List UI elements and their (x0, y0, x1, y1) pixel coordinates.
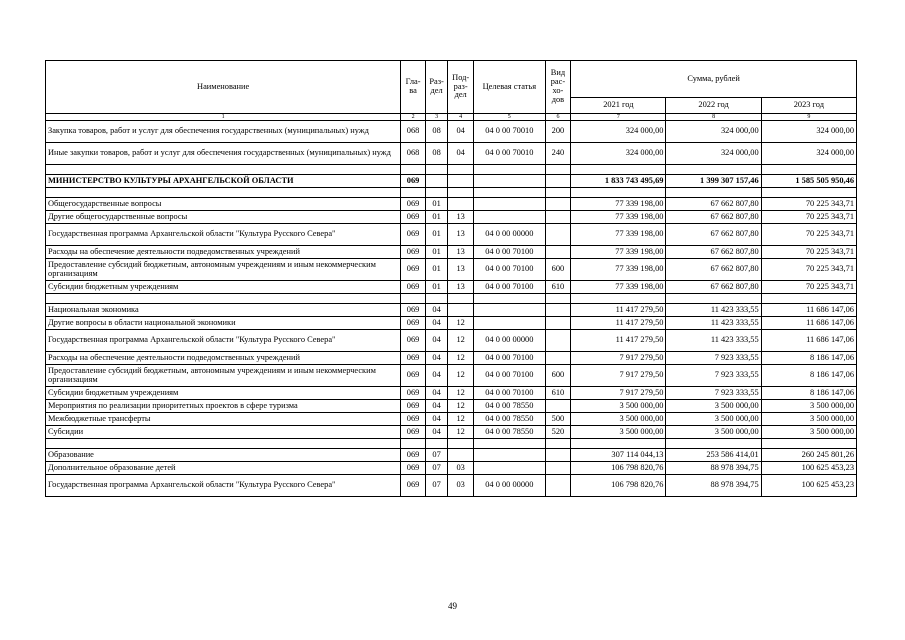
row-sum-2021: 11 417 279,50 (571, 330, 666, 352)
row-sum-2023: 3 500 000,00 (761, 413, 856, 426)
table-row (46, 387, 857, 400)
empty-cell (46, 165, 401, 175)
row-sum-2021: 7 917 279,50 (571, 365, 666, 387)
row-sum-2022: 67 662 807,80 (666, 246, 761, 259)
row-sum-2021: 3 500 000,00 (571, 413, 666, 426)
column-number: 4 (448, 114, 474, 121)
row-razdel: 01 (425, 224, 448, 246)
row-vid (545, 317, 571, 330)
row-article (473, 211, 545, 224)
row-podrazdel: 12 (448, 426, 474, 439)
column-number: 5 (473, 114, 545, 121)
row-article (473, 462, 545, 475)
empty-cell (448, 188, 474, 198)
row-vid: 520 (545, 426, 571, 439)
row-sum-2023: 8 186 147,06 (761, 387, 856, 400)
row-name: Государственная программа Архангельской области "Культура Русского Севера" (46, 330, 401, 352)
row-article: 04 0 00 70100 (473, 246, 545, 259)
row-sum-2022: 88 978 394,75 (666, 462, 761, 475)
row-sum-2023: 324 000,00 (761, 143, 856, 165)
row-sum-2023: 324 000,00 (761, 121, 856, 143)
budget-table (45, 60, 857, 497)
empty-cell (401, 439, 426, 449)
row-name: Другие общегосударственные вопросы (46, 211, 401, 224)
row-razdel: 04 (425, 387, 448, 400)
row-name: Мероприятия по реализации приоритетных проектов в сфере туризма (46, 400, 401, 413)
row-vid: 610 (545, 281, 571, 294)
row-podrazdel: 03 (448, 462, 474, 475)
column-number: 6 (545, 114, 571, 121)
row-podrazdel (448, 304, 474, 317)
row-sum-2022: 11 423 333,55 (666, 304, 761, 317)
row-vid (545, 211, 571, 224)
row-podrazdel: 13 (448, 259, 474, 281)
row-sum-2021: 7 917 279,50 (571, 387, 666, 400)
empty-cell (761, 165, 856, 175)
row-podrazdel (448, 198, 474, 211)
row-name: Образование (46, 449, 401, 462)
row-sum-2022: 324 000,00 (666, 143, 761, 165)
row-razdel: 04 (425, 426, 448, 439)
table-row (46, 143, 857, 165)
row-glava: 069 (401, 198, 426, 211)
row-razdel: 04 (425, 413, 448, 426)
empty-cell (571, 439, 666, 449)
row-name: Предоставление субсидий бюджетным, автономным учреждениям и иным некоммерческим организациям (46, 259, 401, 281)
empty-cell (401, 294, 426, 304)
row-sum-2022: 7 923 333,55 (666, 352, 761, 365)
row-razdel: 07 (425, 462, 448, 475)
row-name: Национальная экономика (46, 304, 401, 317)
empty-cell (571, 294, 666, 304)
row-name: Субсидии бюджетным учреждениям (46, 281, 401, 294)
table-row (46, 211, 857, 224)
row-name: МИНИСТЕРСТВО КУЛЬТУРЫ АРХАНГЕЛЬСКОЙ ОБЛАСТИ (46, 175, 401, 188)
row-article: 04 0 00 00000 (473, 330, 545, 352)
row-razdel: 07 (425, 475, 448, 497)
row-vid: 200 (545, 121, 571, 143)
row-razdel: 04 (425, 317, 448, 330)
row-razdel: 01 (425, 211, 448, 224)
row-sum-2021: 11 417 279,50 (571, 317, 666, 330)
row-sum-2022: 7 923 333,55 (666, 365, 761, 387)
row-sum-2022: 88 978 394,75 (666, 475, 761, 497)
row-razdel: 04 (425, 304, 448, 317)
ministry-row (46, 175, 857, 188)
header-article: Целевая статья (473, 61, 545, 114)
row-sum-2021: 77 339 198,00 (571, 259, 666, 281)
empty-cell (545, 165, 571, 175)
table-row (46, 449, 857, 462)
table-row (46, 121, 857, 143)
row-glava: 069 (401, 462, 426, 475)
row-name: Закупка товаров, работ и услуг для обеспечения государственных (муниципальных) нужд (46, 121, 401, 143)
row-name: Субсидии (46, 426, 401, 439)
row-podrazdel (448, 449, 474, 462)
row-sum-2021: 1 833 743 495,69 (571, 175, 666, 188)
row-sum-2022: 3 500 000,00 (666, 426, 761, 439)
row-sum-2022: 67 662 807,80 (666, 259, 761, 281)
empty-cell (448, 439, 474, 449)
row-sum-2022: 3 500 000,00 (666, 400, 761, 413)
row-sum-2023: 70 225 343,71 (761, 211, 856, 224)
row-vid (545, 475, 571, 497)
row-glava: 069 (401, 224, 426, 246)
row-sum-2021: 11 417 279,50 (571, 304, 666, 317)
row-sum-2022: 67 662 807,80 (666, 281, 761, 294)
row-article: 04 0 00 70100 (473, 352, 545, 365)
row-sum-2021: 324 000,00 (571, 143, 666, 165)
table-row (46, 426, 857, 439)
table-row (46, 413, 857, 426)
empty-cell (666, 188, 761, 198)
row-razdel: 08 (425, 121, 448, 143)
blank-row (46, 294, 857, 304)
row-sum-2021: 3 500 000,00 (571, 426, 666, 439)
row-article: 04 0 00 00000 (473, 475, 545, 497)
row-article: 04 0 00 70100 (473, 365, 545, 387)
row-article: 04 0 00 70100 (473, 259, 545, 281)
row-article (473, 198, 545, 211)
header-podrazdel: Под-раз-дел (448, 61, 474, 114)
table-row (46, 330, 857, 352)
header-vid: Вид рас-хо-дов (545, 61, 571, 114)
column-number: 1 (46, 114, 401, 121)
row-article: 04 0 00 70010 (473, 121, 545, 143)
row-sum-2021: 3 500 000,00 (571, 400, 666, 413)
table-row (46, 246, 857, 259)
table-row (46, 198, 857, 211)
empty-cell (571, 165, 666, 175)
table-row (46, 462, 857, 475)
row-article: 04 0 00 78550 (473, 400, 545, 413)
row-glava: 069 (401, 475, 426, 497)
blank-row (46, 165, 857, 175)
header-year-2023: 2023 год (761, 98, 856, 114)
row-vid (545, 462, 571, 475)
row-name: Государственная программа Архангельской области "Культура Русского Севера" (46, 475, 401, 497)
row-podrazdel: 13 (448, 224, 474, 246)
table-row (46, 475, 857, 497)
row-glava: 069 (401, 175, 426, 188)
row-sum-2023: 11 686 147,06 (761, 304, 856, 317)
row-razdel: 08 (425, 143, 448, 165)
column-number: 2 (401, 114, 426, 121)
row-sum-2022: 67 662 807,80 (666, 211, 761, 224)
row-podrazdel: 12 (448, 352, 474, 365)
row-podrazdel: 04 (448, 143, 474, 165)
row-sum-2022: 3 500 000,00 (666, 413, 761, 426)
row-sum-2021: 77 339 198,00 (571, 198, 666, 211)
row-name: Предоставление субсидий бюджетным, автономным учреждениям и иным некоммерческим организациям (46, 365, 401, 387)
header-razdel: Раз-дел (425, 61, 448, 114)
row-sum-2021: 77 339 198,00 (571, 211, 666, 224)
row-sum-2021: 106 798 820,76 (571, 462, 666, 475)
header-name: Наименование (46, 61, 401, 114)
row-vid (545, 304, 571, 317)
row-name: Общегосударственные вопросы (46, 198, 401, 211)
empty-cell (666, 165, 761, 175)
row-podrazdel: 03 (448, 475, 474, 497)
row-sum-2022: 253 586 414,01 (666, 449, 761, 462)
row-sum-2023: 100 625 453,23 (761, 475, 856, 497)
row-razdel (425, 175, 448, 188)
row-sum-2023: 3 500 000,00 (761, 400, 856, 413)
empty-cell (448, 294, 474, 304)
header-year-2022: 2022 год (666, 98, 761, 114)
row-article: 04 0 00 70100 (473, 281, 545, 294)
row-podrazdel: 13 (448, 211, 474, 224)
row-article (473, 449, 545, 462)
row-vid (545, 175, 571, 188)
row-sum-2021: 7 917 279,50 (571, 352, 666, 365)
empty-cell (46, 188, 401, 198)
blank-row (46, 439, 857, 449)
row-sum-2023: 70 225 343,71 (761, 281, 856, 294)
table-row (46, 304, 857, 317)
table-row (46, 400, 857, 413)
empty-cell (666, 294, 761, 304)
row-sum-2023: 260 245 801,26 (761, 449, 856, 462)
row-podrazdel: 12 (448, 413, 474, 426)
row-razdel: 01 (425, 198, 448, 211)
empty-cell (545, 188, 571, 198)
row-glava: 069 (401, 365, 426, 387)
row-sum-2023: 11 686 147,06 (761, 330, 856, 352)
row-glava: 069 (401, 352, 426, 365)
row-vid: 240 (545, 143, 571, 165)
header-year-2021: 2021 год (571, 98, 666, 114)
row-glava: 069 (401, 413, 426, 426)
table-body (46, 121, 857, 497)
row-podrazdel (448, 175, 474, 188)
empty-cell (473, 439, 545, 449)
empty-cell (666, 439, 761, 449)
row-sum-2022: 7 923 333,55 (666, 387, 761, 400)
row-name: Межбюджетные трансферты (46, 413, 401, 426)
row-article: 04 0 00 00000 (473, 224, 545, 246)
empty-cell (473, 188, 545, 198)
row-article: 04 0 00 78550 (473, 413, 545, 426)
row-name: Другие вопросы в области национальной экономики (46, 317, 401, 330)
empty-cell (46, 294, 401, 304)
empty-cell (425, 165, 448, 175)
column-number: 9 (761, 114, 856, 121)
empty-cell (761, 294, 856, 304)
row-sum-2022: 1 399 307 157,46 (666, 175, 761, 188)
row-sum-2023: 100 625 453,23 (761, 462, 856, 475)
empty-cell (473, 165, 545, 175)
row-vid (545, 246, 571, 259)
row-sum-2021: 77 339 198,00 (571, 224, 666, 246)
table-row (46, 365, 857, 387)
row-glava: 069 (401, 317, 426, 330)
empty-cell (545, 439, 571, 449)
row-glava: 069 (401, 304, 426, 317)
row-sum-2022: 11 423 333,55 (666, 317, 761, 330)
row-podrazdel: 12 (448, 387, 474, 400)
empty-cell (401, 165, 426, 175)
row-vid: 610 (545, 387, 571, 400)
row-sum-2021: 307 114 044,13 (571, 449, 666, 462)
row-sum-2023: 1 585 505 950,46 (761, 175, 856, 188)
page-number: 49 (448, 601, 457, 611)
row-vid (545, 224, 571, 246)
row-podrazdel: 13 (448, 281, 474, 294)
row-glava: 069 (401, 281, 426, 294)
row-vid (545, 198, 571, 211)
row-sum-2022: 11 423 333,55 (666, 330, 761, 352)
empty-cell (761, 439, 856, 449)
table-row (46, 224, 857, 246)
row-podrazdel: 12 (448, 365, 474, 387)
row-sum-2022: 324 000,00 (666, 121, 761, 143)
row-name: Дополнительное образование детей (46, 462, 401, 475)
empty-cell (425, 188, 448, 198)
row-podrazdel: 12 (448, 317, 474, 330)
table-row (46, 281, 857, 294)
row-vid (545, 400, 571, 413)
row-name: Расходы на обеспечение деятельности подведомственных учреждений (46, 352, 401, 365)
row-sum-2021: 77 339 198,00 (571, 281, 666, 294)
row-sum-2023: 70 225 343,71 (761, 246, 856, 259)
row-vid: 600 (545, 259, 571, 281)
row-vid: 600 (545, 365, 571, 387)
row-razdel: 01 (425, 246, 448, 259)
header-sum: Сумма, рублей (571, 61, 857, 98)
row-sum-2023: 70 225 343,71 (761, 224, 856, 246)
column-number: 7 (571, 114, 666, 121)
row-article (473, 175, 545, 188)
row-podrazdel: 12 (448, 330, 474, 352)
row-glava: 069 (401, 426, 426, 439)
empty-cell (401, 188, 426, 198)
row-razdel: 01 (425, 281, 448, 294)
row-sum-2023: 11 686 147,06 (761, 317, 856, 330)
row-glava: 069 (401, 400, 426, 413)
row-glava: 068 (401, 121, 426, 143)
row-name: Иные закупки товаров, работ и услуг для обеспечения государственных (муниципальных) нужд (46, 143, 401, 165)
table-row (46, 352, 857, 365)
blank-row (46, 188, 857, 198)
row-sum-2021: 77 339 198,00 (571, 246, 666, 259)
table-row (46, 259, 857, 281)
row-vid (545, 449, 571, 462)
row-article (473, 304, 545, 317)
row-name: Расходы на обеспечение деятельности подведомственных учреждений (46, 246, 401, 259)
row-razdel: 07 (425, 449, 448, 462)
row-article: 04 0 00 70100 (473, 387, 545, 400)
row-razdel: 04 (425, 352, 448, 365)
row-glava: 069 (401, 449, 426, 462)
empty-cell (571, 188, 666, 198)
row-article: 04 0 00 78550 (473, 426, 545, 439)
empty-cell (473, 294, 545, 304)
row-razdel: 04 (425, 400, 448, 413)
row-sum-2023: 70 225 343,71 (761, 198, 856, 211)
row-vid (545, 352, 571, 365)
row-name: Субсидии бюджетным учреждениям (46, 387, 401, 400)
row-sum-2021: 324 000,00 (571, 121, 666, 143)
row-sum-2023: 70 225 343,71 (761, 259, 856, 281)
row-vid (545, 330, 571, 352)
row-sum-2021: 106 798 820,76 (571, 475, 666, 497)
empty-cell (545, 294, 571, 304)
column-number: 8 (666, 114, 761, 121)
row-article: 04 0 00 70010 (473, 143, 545, 165)
row-vid: 500 (545, 413, 571, 426)
row-sum-2022: 67 662 807,80 (666, 198, 761, 211)
table-row (46, 317, 857, 330)
row-glava: 069 (401, 387, 426, 400)
row-podrazdel: 04 (448, 121, 474, 143)
row-sum-2022: 67 662 807,80 (666, 224, 761, 246)
row-name: Государственная программа Архангельской области "Культура Русского Севера" (46, 224, 401, 246)
header-glava: Гла-ва (401, 61, 426, 114)
row-glava: 069 (401, 259, 426, 281)
row-sum-2023: 3 500 000,00 (761, 426, 856, 439)
row-glava: 069 (401, 246, 426, 259)
empty-cell (425, 439, 448, 449)
row-glava: 069 (401, 211, 426, 224)
row-article (473, 317, 545, 330)
row-glava: 068 (401, 143, 426, 165)
column-number: 3 (425, 114, 448, 121)
empty-cell (761, 188, 856, 198)
column-number-row (46, 114, 857, 121)
row-sum-2023: 8 186 147,06 (761, 352, 856, 365)
row-podrazdel: 13 (448, 246, 474, 259)
row-glava: 069 (401, 330, 426, 352)
row-podrazdel: 12 (448, 400, 474, 413)
row-razdel: 04 (425, 365, 448, 387)
row-razdel: 01 (425, 259, 448, 281)
empty-cell (448, 165, 474, 175)
empty-cell (425, 294, 448, 304)
row-razdel: 04 (425, 330, 448, 352)
empty-cell (46, 439, 401, 449)
row-sum-2023: 8 186 147,06 (761, 365, 856, 387)
